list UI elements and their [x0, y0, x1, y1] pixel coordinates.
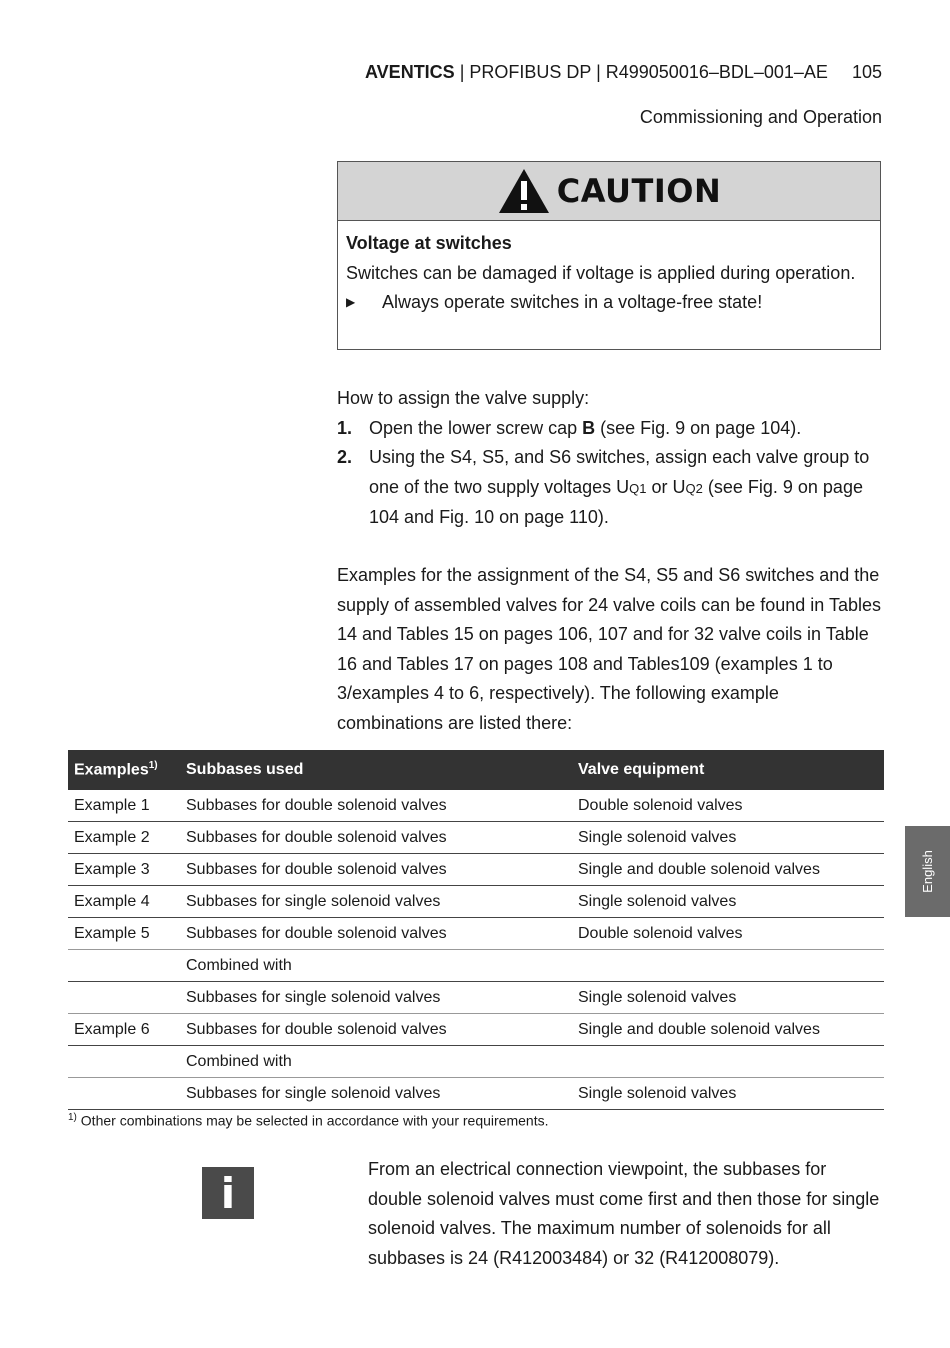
caution-heading: Voltage at switches: [346, 233, 512, 253]
table-cell: Single solenoid valves: [572, 982, 884, 1014]
table-cell: Example 4: [68, 886, 180, 918]
table-cell: Combined with: [180, 1046, 572, 1078]
table-cell: Example 2: [68, 822, 180, 854]
table-cell: Subbases for single solenoid valves: [180, 982, 572, 1014]
info-text: From an electrical connection viewpoint, the subbases for double solenoid valves must come first and then those for single solenoid valves. The maximum number of solenoids for all subbases is 24 (R412003484) or 32 (R412008079).: [368, 1159, 880, 1268]
info-icon: i: [202, 1167, 254, 1219]
step-number: 1.: [337, 417, 353, 438]
table-row: [68, 854, 884, 886]
table-row: [68, 1046, 884, 1078]
table-cell: Example 3: [68, 854, 180, 886]
step-item: [337, 443, 883, 533]
caution-header: [338, 162, 880, 221]
table-cell: [68, 982, 180, 1014]
brand-name: AVENTICS: [365, 62, 455, 82]
table-cell: Double solenoid valves: [572, 790, 884, 822]
table-cell: Example 5: [68, 918, 180, 950]
table-cell: [68, 1078, 180, 1110]
table-cell: Combined with: [180, 950, 572, 982]
bullet-arrow-icon: ▶: [346, 295, 356, 309]
examples-table: [68, 750, 884, 1110]
step-text: Open the lower screw cap B (see Fig. 9 on page 104).: [369, 417, 802, 438]
instructions-intro: How to assign the valve supply:: [337, 388, 590, 408]
table-row: [68, 1014, 884, 1046]
table-cell: Single solenoid valves: [572, 886, 884, 918]
table-cell: [68, 950, 180, 982]
table-cell: Double solenoid valves: [572, 918, 884, 950]
table-cell: [68, 1046, 180, 1078]
page-number: 105: [851, 62, 882, 82]
caution-bullet-text: Always operate switches in a voltage-free state!: [382, 292, 763, 312]
caution-box: [337, 161, 881, 350]
section-title: Commissioning and Operation: [639, 107, 882, 127]
caution-bullet: [346, 288, 872, 318]
steps-list: [337, 414, 883, 533]
table-cell: Single solenoid valves: [572, 822, 884, 854]
table-cell: Subbases for double solenoid valves: [180, 790, 572, 822]
table-cell: Single and double solenoid valves: [572, 854, 884, 886]
table-row: [68, 918, 884, 950]
column-header-examples: Examples$^{1)}$: [68, 750, 180, 790]
table-cell: Single and double solenoid valves: [572, 1014, 884, 1046]
table-cell: Subbases for single solenoid valves: [180, 1078, 572, 1110]
table-cell: Single solenoid valves: [572, 1078, 884, 1110]
step-number: 2.: [337, 447, 353, 467]
warning-triangle-icon: [497, 167, 551, 215]
table-row: [68, 822, 884, 854]
table-row: [68, 1078, 884, 1110]
running-header: [365, 62, 882, 83]
caution-text: Switches can be damaged if voltage is applied during operation.: [346, 262, 856, 283]
step-text: Using the S4, S5, and S6 switches, assign each valve group to one of the two supply voltages UQ1 or UQ2 (see Fig. 9 on page 104 and Fig. 10 on page 110).: [369, 447, 870, 527]
table-cell: Subbases for double solenoid valves: [180, 822, 572, 854]
table-row: [68, 886, 884, 918]
language-tab[interactable]: [905, 826, 950, 917]
table-footnote: $^{1)}$ Other combinations may be selected in accordance with your requirements.: [68, 1112, 549, 1129]
table-cell: [572, 950, 884, 982]
column-header-valve-equipment: Valve equipment: [572, 750, 884, 790]
examples-paragraph: Examples for the assignment of the S4, S5 and S6 switches and the supply of assembled valves for 24 valve coils can be found in Tables 14 and Tables 15 on pages 106, 107 and for 32 valve coils in Table 16 and Tables 17 on pages 108 and Tables109 (examples 1 to 3/examples 4 to 6, respectively). The following example combinations are listed there:: [337, 565, 881, 733]
step-item: [337, 414, 883, 444]
table-cell: Example 6: [68, 1014, 180, 1046]
caution-body: [338, 221, 880, 318]
document-id: | PROFIBUS DP | R499050016–BDL–001–AE: [454, 62, 828, 82]
column-header-subbases: Subbases used: [180, 750, 572, 790]
table-row: [68, 950, 884, 982]
table-cell: [572, 1046, 884, 1078]
language-tab-label: English: [919, 850, 935, 893]
caution-title: CAUTION: [556, 172, 722, 210]
table-row: [68, 982, 884, 1014]
table-cell: Subbases for double solenoid valves: [180, 854, 572, 886]
table-row: [68, 790, 884, 822]
table-header-row: [68, 750, 884, 790]
table-cell: Subbases for double solenoid valves: [180, 918, 572, 950]
table-cell: Subbases for single solenoid valves: [180, 886, 572, 918]
instructions: [337, 384, 883, 533]
table-cell: Example 1: [68, 790, 180, 822]
table-cell: Subbases for double solenoid valves: [180, 1014, 572, 1046]
